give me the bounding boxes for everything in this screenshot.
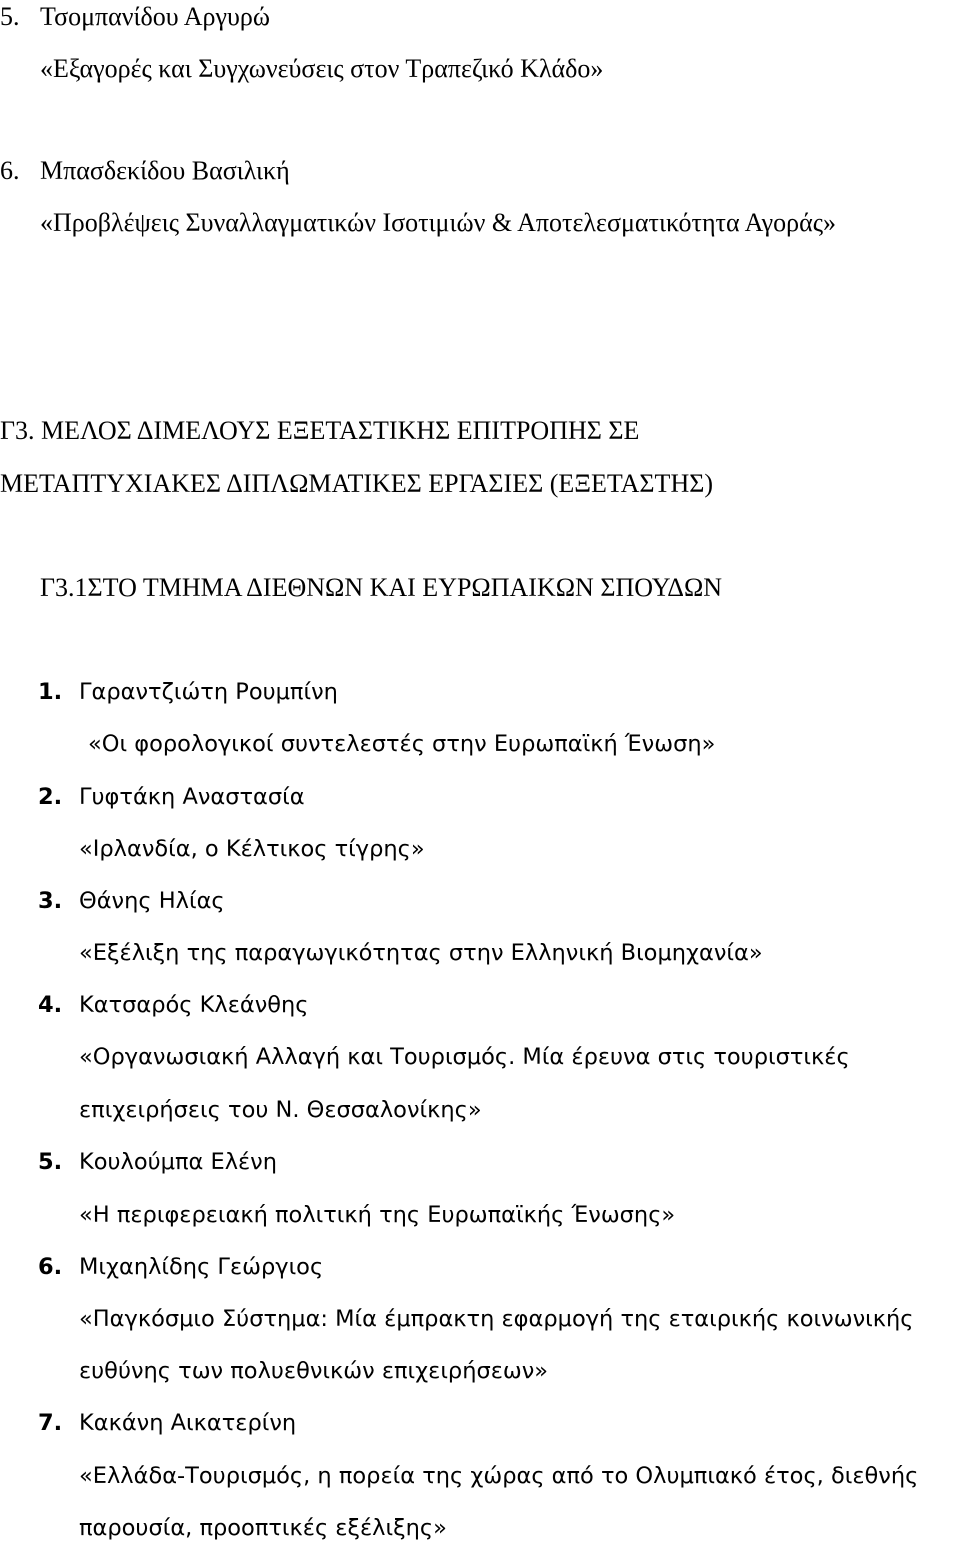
entry-3-number: 3. [38,888,63,914]
section-heading-line1: Γ3. ΜΕΛΟΣ ΔΙΜΕΛΟΥΣ ΕΞΕΤΑΣΤΙΚΗΣ ΕΠΙΤΡΟΠΗΣ ΣΕ [0,416,640,445]
entry-5-number: 5. [38,1149,63,1175]
section-subheading: Γ3.1ΣΤΟ ΤΜΗΜΑ ΔΙΕΘΝΩΝ ΚΑΙ ΕΥΡΩΠΑΙΚΩΝ ΣΠΟΥΔΩΝ [40,573,723,602]
entry-4-title-line2: επιχειρήσεις του Ν. Θεσσαλονίκης» [79,1097,482,1123]
entry-7-title-line2: παρουσία, προοπτικές εξέλιξης» [79,1515,447,1541]
entry-4-number: 4. [38,992,63,1018]
entry-4-name: Κατσαρός Κλεάνθης [79,992,309,1018]
prev-item-5-title: «Εξαγορές και Συγχωνεύσεις στον Τραπεζικό Κλάδο» [40,54,604,83]
entry-2-title: «Ιρλανδία, ο Κέλτικος τίγρης» [79,836,425,862]
entry-4-title-line1: «Οργανωσιακή Αλλαγή και Τουρισμός. Μία έρευνα στις τουριστικές [79,1044,850,1070]
prev-item-6-name: Μπασδεκίδου Βασιλική [40,156,290,185]
entry-6-number: 6. [38,1254,63,1280]
entry-6-title-line2: ευθύνης των πολυεθνικών επιχειρήσεων» [79,1358,549,1384]
entry-7-title-line1: «Ελλάδα-Τουρισμός, η πορεία της χώρας από το Ολυμπιακό έτος, διεθνής [79,1463,919,1489]
entry-1-title: «Οι φορολογικοί συντελεστές στην Ευρωπαϊκή Ένωση» [88,731,716,757]
entry-6-name: Μιχαηλίδης Γεώργιος [79,1254,324,1280]
entry-3-title: «Εξέλιξη της παραγωγικότητας στην Ελληνική Βιομηχανία» [79,940,763,966]
entry-1-name: Γαραντζιώτη Ρουμπίνη [79,679,338,705]
entry-2-number: 2. [38,784,63,810]
entry-7-name: Κακάνη Αικατερίνη [79,1410,297,1436]
prev-item-6-number: 6. [0,156,20,185]
prev-item-6-title: «Προβλέψεις Συναλλαγματικών Ισοτιμιών & Αποτελεσματικότητα Αγοράς» [40,208,837,237]
entry-3-name: Θάνης Ηλίας [79,888,225,914]
entry-2-name: Γυφτάκη Αναστασία [79,784,305,810]
entry-6-title-line1: «Παγκόσμιο Σύστημα: Μία έμπρακτη εφαρμογή της εταιρικής κοινωνικής [79,1306,914,1332]
entry-1-number: 1. [38,679,63,705]
entry-7-number: 7. [38,1410,63,1436]
prev-item-5-number: 5. [0,2,20,31]
prev-item-5-name: Τσομπανίδου Αργυρώ [40,2,270,31]
entry-5-name: Κουλούμπα Ελένη [79,1149,278,1175]
entry-5-title: «Η περιφερειακή πολιτική της Ευρωπαϊκής Ένωσης» [79,1202,676,1228]
section-heading-line2: ΜΕΤΑΠΤΥΧΙΑΚΕΣ ΔΙΠΛΩΜΑΤΙΚΕΣ ΕΡΓΑΣΙΕΣ (ΕΞΕΤΑΣΤΗΣ) [0,469,714,498]
